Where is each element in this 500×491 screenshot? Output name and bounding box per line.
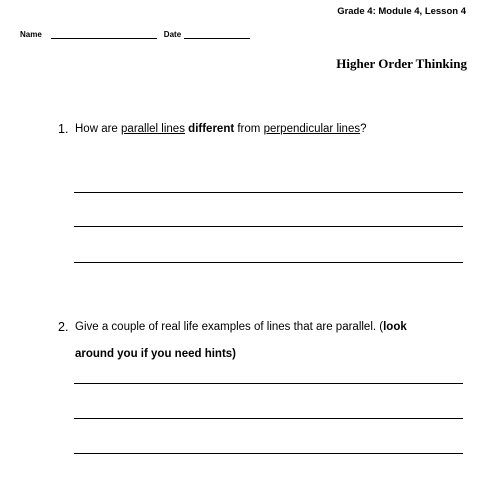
date-blank-line[interactable]	[184, 30, 250, 39]
date-label: Date	[163, 30, 182, 39]
question-1-term-perpendicular: perpendicular lines	[263, 123, 361, 135]
question-1-text-part: ?	[360, 123, 367, 135]
question-2-answer-line[interactable]	[74, 383, 463, 384]
name-blank-line[interactable]	[51, 30, 157, 39]
name-date-row	[20, 30, 250, 39]
question-1-text-part: How are	[75, 123, 122, 135]
question-2-text	[75, 321, 407, 333]
question-1-term-parallel: parallel lines	[121, 123, 185, 135]
question-2-answer-line[interactable]	[74, 453, 463, 454]
worksheet-header: Grade 4: Module 4, Lesson 4	[337, 6, 466, 17]
question-1-text	[75, 123, 367, 135]
question-2-text-part: Give a couple of real life examples of lines that are parallel. (	[75, 321, 384, 333]
question-1-number: 1.	[58, 122, 69, 136]
question-1-keyword-different: different	[188, 123, 235, 135]
question-2-answer-line[interactable]	[74, 418, 463, 419]
question-1-answer-line[interactable]	[74, 262, 463, 263]
question-2-hint-continued: around you if you need hints)	[75, 348, 236, 360]
question-1-answer-line[interactable]	[74, 192, 463, 193]
question-2-hint-bold: look	[383, 321, 407, 333]
question-2-number: 2.	[58, 320, 69, 334]
name-label: Name	[20, 30, 42, 39]
section-title: Higher Order Thinking	[336, 56, 467, 71]
question-1-answer-line[interactable]	[74, 226, 463, 227]
question-1-text-part: from	[234, 123, 264, 135]
